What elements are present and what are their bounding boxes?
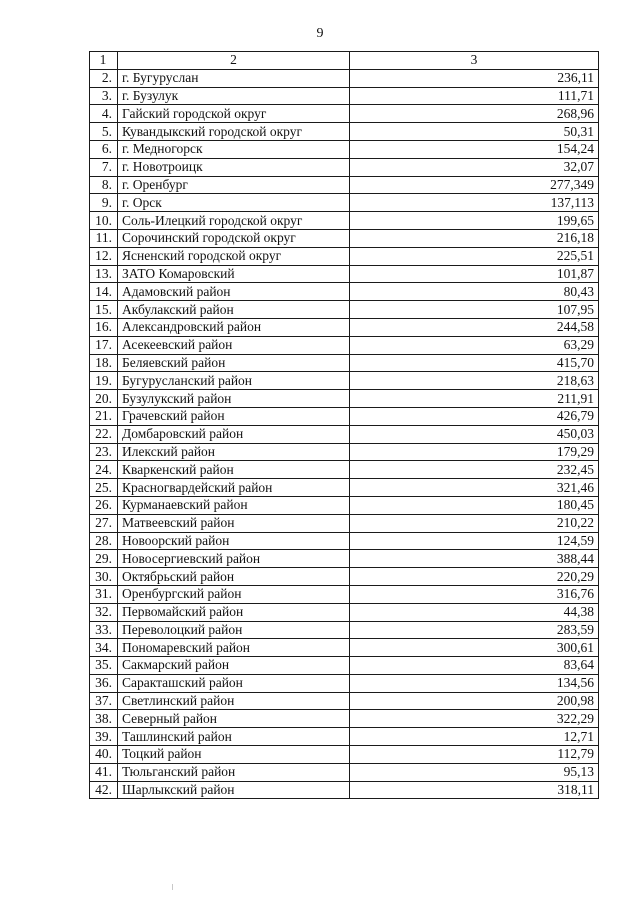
row-number-cell: 22. bbox=[90, 425, 118, 443]
row-number-cell: 26. bbox=[90, 496, 118, 514]
table-row bbox=[90, 247, 599, 265]
table-row bbox=[90, 710, 599, 728]
row-number-cell: 30. bbox=[90, 568, 118, 586]
row-value-cell: 210,22 bbox=[350, 514, 599, 532]
row-name-cell: Ташлинский район bbox=[118, 728, 350, 746]
table-row bbox=[90, 603, 599, 621]
row-value-cell: 80,43 bbox=[350, 283, 599, 301]
table-row bbox=[90, 140, 599, 158]
table-row bbox=[90, 461, 599, 479]
row-name-cell: Адамовский район bbox=[118, 283, 350, 301]
scan-mark bbox=[172, 884, 173, 890]
row-value-cell: 180,45 bbox=[350, 496, 599, 514]
row-value-cell: 107,95 bbox=[350, 301, 599, 319]
row-name-cell: г. Новотроицк bbox=[118, 158, 350, 176]
table-row bbox=[90, 585, 599, 603]
row-number-cell: 12. bbox=[90, 247, 118, 265]
table-row bbox=[90, 229, 599, 247]
row-value-cell: 12,71 bbox=[350, 728, 599, 746]
row-number-cell: 20. bbox=[90, 390, 118, 408]
row-number-cell: 40. bbox=[90, 746, 118, 764]
table-row bbox=[90, 746, 599, 764]
table-row bbox=[90, 407, 599, 425]
row-name-cell: Переволоцкий район bbox=[118, 621, 350, 639]
row-number-cell: 28. bbox=[90, 532, 118, 550]
row-number-cell: 4. bbox=[90, 105, 118, 123]
row-number-cell: 29. bbox=[90, 550, 118, 568]
row-name-cell: г. Орск bbox=[118, 194, 350, 212]
row-value-cell: 124,59 bbox=[350, 532, 599, 550]
row-name-cell: Пономаревский район bbox=[118, 639, 350, 657]
row-number-cell: 25. bbox=[90, 479, 118, 497]
row-name-cell: Гайский городской округ bbox=[118, 105, 350, 123]
row-number-cell: 18. bbox=[90, 354, 118, 372]
row-number-cell: 14. bbox=[90, 283, 118, 301]
row-value-cell: 220,29 bbox=[350, 568, 599, 586]
row-number-cell: 7. bbox=[90, 158, 118, 176]
table-row bbox=[90, 425, 599, 443]
row-number-cell: 13. bbox=[90, 265, 118, 283]
row-name-cell: Илекский район bbox=[118, 443, 350, 461]
row-value-cell: 300,61 bbox=[350, 639, 599, 657]
row-value-cell: 137,113 bbox=[350, 194, 599, 212]
row-name-cell: Беляевский район bbox=[118, 354, 350, 372]
table-row bbox=[90, 674, 599, 692]
row-number-cell: 3. bbox=[90, 87, 118, 105]
table-row bbox=[90, 514, 599, 532]
row-number-cell: 6. bbox=[90, 140, 118, 158]
row-name-cell: г. Оренбург bbox=[118, 176, 350, 194]
row-name-cell: Грачевский район bbox=[118, 407, 350, 425]
row-name-cell: Сорочинский городской округ bbox=[118, 229, 350, 247]
table-row bbox=[90, 550, 599, 568]
row-name-cell: Октябрьский район bbox=[118, 568, 350, 586]
table-row bbox=[90, 781, 599, 799]
row-value-cell: 218,63 bbox=[350, 372, 599, 390]
row-value-cell: 322,29 bbox=[350, 710, 599, 728]
row-number-cell: 19. bbox=[90, 372, 118, 390]
row-name-cell: Оренбургский район bbox=[118, 585, 350, 603]
row-number-cell: 37. bbox=[90, 692, 118, 710]
table-row bbox=[90, 479, 599, 497]
row-number-cell: 34. bbox=[90, 639, 118, 657]
row-value-cell: 388,44 bbox=[350, 550, 599, 568]
row-number-cell: 16. bbox=[90, 318, 118, 336]
row-number-cell: 35. bbox=[90, 657, 118, 675]
row-value-cell: 211,91 bbox=[350, 390, 599, 408]
row-name-cell: Соль-Илецкий городской округ bbox=[118, 212, 350, 230]
row-name-cell: Ясненский городской округ bbox=[118, 247, 350, 265]
row-value-cell: 318,11 bbox=[350, 781, 599, 799]
row-name-cell: Кваркенский район bbox=[118, 461, 350, 479]
row-value-cell: 450,03 bbox=[350, 425, 599, 443]
row-value-cell: 236,11 bbox=[350, 69, 599, 87]
table-row bbox=[90, 692, 599, 710]
table-row bbox=[90, 69, 599, 87]
row-name-cell: Матвеевский район bbox=[118, 514, 350, 532]
row-number-cell: 27. bbox=[90, 514, 118, 532]
row-number-cell: 15. bbox=[90, 301, 118, 319]
row-number-cell: 32. bbox=[90, 603, 118, 621]
table-row bbox=[90, 354, 599, 372]
row-value-cell: 200,98 bbox=[350, 692, 599, 710]
row-value-cell: 83,64 bbox=[350, 657, 599, 675]
table-row bbox=[90, 336, 599, 354]
row-name-cell: Тоцкий район bbox=[118, 746, 350, 764]
row-number-cell: 2. bbox=[90, 69, 118, 87]
row-name-cell: Сакмарский район bbox=[118, 657, 350, 675]
data-table bbox=[89, 51, 599, 799]
row-name-cell: Новоорский район bbox=[118, 532, 350, 550]
row-value-cell: 112,79 bbox=[350, 746, 599, 764]
row-value-cell: 179,29 bbox=[350, 443, 599, 461]
row-name-cell: Красногвардейский район bbox=[118, 479, 350, 497]
row-number-cell: 41. bbox=[90, 763, 118, 781]
row-number-cell: 42. bbox=[90, 781, 118, 799]
table-row bbox=[90, 194, 599, 212]
row-value-cell: 111,71 bbox=[350, 87, 599, 105]
row-value-cell: 50,31 bbox=[350, 123, 599, 141]
row-number-cell: 5. bbox=[90, 123, 118, 141]
row-number-cell: 33. bbox=[90, 621, 118, 639]
table-row bbox=[90, 657, 599, 675]
row-name-cell: Асекеевский район bbox=[118, 336, 350, 354]
row-name-cell: Тюльганский район bbox=[118, 763, 350, 781]
page-number: 9 bbox=[316, 26, 324, 41]
row-value-cell: 134,56 bbox=[350, 674, 599, 692]
row-name-cell: Саракташский район bbox=[118, 674, 350, 692]
row-value-cell: 32,07 bbox=[350, 158, 599, 176]
row-value-cell: 321,46 bbox=[350, 479, 599, 497]
header-cell-number: 1 bbox=[90, 52, 118, 70]
table-row bbox=[90, 763, 599, 781]
row-name-cell: Бугурусланский район bbox=[118, 372, 350, 390]
row-value-cell: 316,76 bbox=[350, 585, 599, 603]
table-row bbox=[90, 318, 599, 336]
row-name-cell: Светлинский район bbox=[118, 692, 350, 710]
row-name-cell: Новосергиевский район bbox=[118, 550, 350, 568]
table-row bbox=[90, 301, 599, 319]
row-value-cell: 426,79 bbox=[350, 407, 599, 425]
table-row bbox=[90, 158, 599, 176]
table-row bbox=[90, 390, 599, 408]
row-value-cell: 244,58 bbox=[350, 318, 599, 336]
row-number-cell: 9. bbox=[90, 194, 118, 212]
row-value-cell: 216,18 bbox=[350, 229, 599, 247]
row-value-cell: 101,87 bbox=[350, 265, 599, 283]
row-number-cell: 11. bbox=[90, 229, 118, 247]
row-name-cell: Акбулакский район bbox=[118, 301, 350, 319]
table-row bbox=[90, 283, 599, 301]
row-name-cell: г. Бузулук bbox=[118, 87, 350, 105]
row-name-cell: Александровский район bbox=[118, 318, 350, 336]
row-name-cell: Первомайский район bbox=[118, 603, 350, 621]
row-name-cell: Бузулукский район bbox=[118, 390, 350, 408]
table-row bbox=[90, 639, 599, 657]
row-value-cell: 95,13 bbox=[350, 763, 599, 781]
row-number-cell: 39. bbox=[90, 728, 118, 746]
row-name-cell: г. Медногорск bbox=[118, 140, 350, 158]
table-row bbox=[90, 568, 599, 586]
table-row bbox=[90, 265, 599, 283]
row-name-cell: Кувандыкский городской округ bbox=[118, 123, 350, 141]
row-number-cell: 10. bbox=[90, 212, 118, 230]
row-number-cell: 21. bbox=[90, 407, 118, 425]
row-name-cell: Шарлыкский район bbox=[118, 781, 350, 799]
table-row bbox=[90, 176, 599, 194]
header-cell-value: 3 bbox=[350, 52, 599, 70]
row-value-cell: 154,24 bbox=[350, 140, 599, 158]
row-name-cell: ЗАТО Комаровский bbox=[118, 265, 350, 283]
table-row bbox=[90, 443, 599, 461]
header-cell-name: 2 bbox=[118, 52, 350, 70]
row-name-cell: Курманаевский район bbox=[118, 496, 350, 514]
row-value-cell: 225,51 bbox=[350, 247, 599, 265]
table-header-row bbox=[90, 52, 599, 70]
row-name-cell: г. Бугуруслан bbox=[118, 69, 350, 87]
row-number-cell: 31. bbox=[90, 585, 118, 603]
table-row bbox=[90, 105, 599, 123]
table-row bbox=[90, 212, 599, 230]
row-value-cell: 415,70 bbox=[350, 354, 599, 372]
row-number-cell: 24. bbox=[90, 461, 118, 479]
row-value-cell: 232,45 bbox=[350, 461, 599, 479]
row-name-cell: Северный район bbox=[118, 710, 350, 728]
table-row bbox=[90, 496, 599, 514]
row-number-cell: 36. bbox=[90, 674, 118, 692]
row-number-cell: 8. bbox=[90, 176, 118, 194]
table-row bbox=[90, 123, 599, 141]
row-value-cell: 63,29 bbox=[350, 336, 599, 354]
row-value-cell: 268,96 bbox=[350, 105, 599, 123]
table-row bbox=[90, 728, 599, 746]
row-number-cell: 17. bbox=[90, 336, 118, 354]
row-value-cell: 44,38 bbox=[350, 603, 599, 621]
row-number-cell: 23. bbox=[90, 443, 118, 461]
row-value-cell: 199,65 bbox=[350, 212, 599, 230]
table-row bbox=[90, 87, 599, 105]
row-value-cell: 277,349 bbox=[350, 176, 599, 194]
table-row bbox=[90, 532, 599, 550]
table-row bbox=[90, 621, 599, 639]
table-row bbox=[90, 372, 599, 390]
row-number-cell: 38. bbox=[90, 710, 118, 728]
row-value-cell: 283,59 bbox=[350, 621, 599, 639]
row-name-cell: Домбаровский район bbox=[118, 425, 350, 443]
